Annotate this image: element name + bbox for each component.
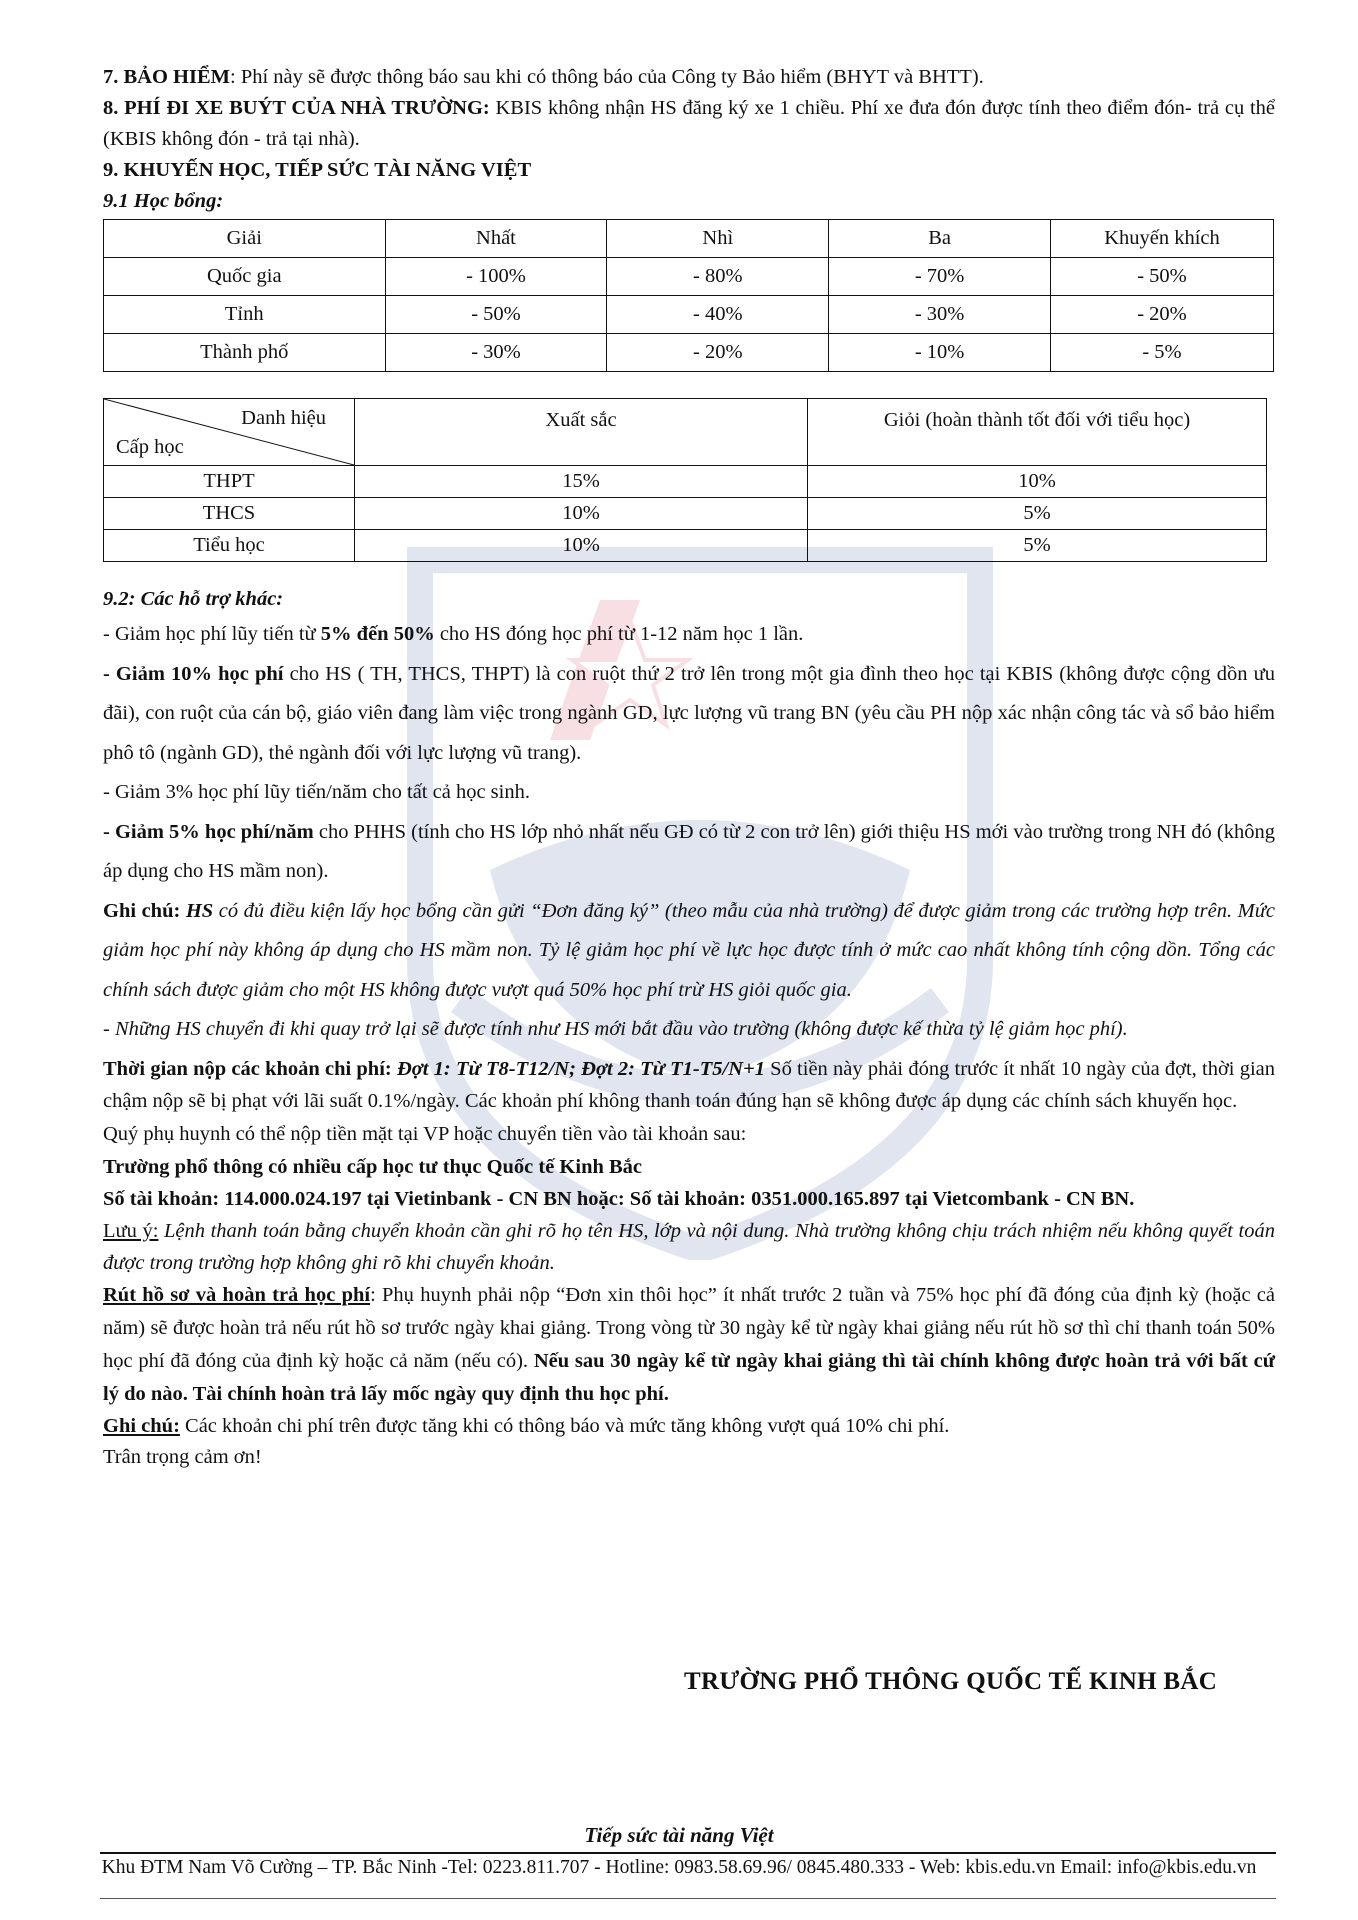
fee-increase-note: Ghi chú: Các khoản chi phí trên được tăng khi có thông báo và mức tăng không vượt quá 10% chi phí. — [103, 1414, 950, 1437]
table-cell: 5% — [808, 530, 1267, 562]
table-row — [104, 530, 1267, 562]
table-cell: - 50% — [385, 296, 607, 334]
header-gioi: Giỏi (hoàn thành tốt đối với tiểu học) — [808, 399, 1267, 466]
table-cell: THPT — [104, 466, 355, 498]
table-cell: - 10% — [829, 334, 1051, 372]
closing-thanks: Trân trọng cảm ơn! — [103, 1445, 262, 1468]
note-transfer: - Những HS chuyển đi khi quay trở lại sẽ được tính như HS mới bắt đầu vào trường (không được kế thừa tỷ lệ giảm học phí). — [103, 1018, 1128, 1040]
header-cap-hoc: Cấp học — [116, 436, 184, 458]
refund-policy: Rút hồ sơ và hoàn trả học phí: Phụ huynh phải nộp “Đơn xin thôi học” ít nhất trước 2 tuần và 75% học phí đã đóng của định kỳ (hoặc cả năm) sẽ được hoàn trả nếu rút hồ sơ trước ngày khai giảng. Trong vòng từ 30 ngày kể từ ngày khai giảng nếu rút hồ sơ thì chỉ thanh toán 50% học phí đã đóng của định kỳ hoặc cả năm (nếu có). Nếu sau 30 ngày kể từ ngày khai giảng thì tài chính không được hoàn trả với bất cứ lý do nào. Tài chính hoàn trả lấy mốc ngày quy định thu học phí. — [103, 1283, 1276, 1405]
support-item-1: - Giảm học phí lũy tiến từ 5% đến 50% cho HS đóng học phí từ 1-12 năm học 1 lần. — [103, 623, 804, 645]
bank-accounts: Số tài khoản: 114.000.024.197 tại Vietinbank - CN BN hoặc: Số tài khoản: 0351.000.165.897 tại Vietcombank - CN BN. — [103, 1187, 1135, 1210]
table-cell: 5% — [808, 498, 1267, 530]
table-header-row — [104, 399, 1267, 466]
table-cell: 10% — [808, 466, 1267, 498]
footer-contact: Khu ĐTM Nam Võ Cường – TP. Bắc Ninh -Tel: 0223.811.707 - Hotline: 0983.58.69.96/ 0845.480.333 - Web: kbis.edu.vn Email: info@kbis.edu.vn — [101, 1857, 1257, 1878]
table-cell: - 30% — [829, 296, 1051, 334]
school-name-signature: TRƯỜNG PHỔ THÔNG QUỐC TẾ KINH BẮC — [684, 1668, 1218, 1695]
footer-slogan: Tiếp sức tài năng Việt — [584, 1823, 774, 1847]
support-item-2: - Giảm 10% học phí cho HS ( TH, THCS, THPT) là con ruột thứ 2 trở lên trong một gia đình theo học tại KBIS (không được cộng dồn ưu đãi), con ruột của cán bộ, giáo viên đang làm việc trong ngành GD, lực lượng vũ trang BN (yêu cầu PH nộp xác nhận công tác và sổ bảo hiểm phô tô (ngành GD), thẻ ngành đối với lực lượng vũ trang). — [103, 662, 1275, 764]
bus-line: 8. PHÍ ĐI XE BUÝT CỦA NHÀ TRƯỜNG: KBIS không nhận HS đăng ký xe 1 chiều. Phí xe đưa đón được tính theo điểm đón- trả cụ thể (KBIS không đón - trả tại nhà). — [103, 97, 1276, 150]
table-header-cell: Giải — [104, 220, 386, 258]
table-cell: 15% — [355, 466, 808, 498]
support-item-3: - Giảm 3% học phí lũy tiến/năm cho tất cả học sinh. — [103, 781, 530, 803]
table-cell: - 30% — [385, 334, 607, 372]
table-cell: - 100% — [385, 258, 607, 296]
section-9-2-heading: 9.2: Các hỗ trợ khác: — [103, 588, 284, 610]
header-danh-hieu: Danh hiệu — [241, 407, 326, 429]
footer-divider — [100, 1852, 1276, 1854]
note-scholarship: Ghi chú: HS có đủ điều kiện lấy học bổng cần gửi “Đơn đăng ký” (theo mẫu của nhà trường) để được giảm trong các trường hợp trên. Mức giảm học phí này không áp dụng cho HS mầm non. Tỷ lệ giảm học phí về lực học được tính ở mức cao nhất không tính cộng dồn. Tổng các chính sách được giảm cho một HS không được vượt quá 50% học phí trừ HS giỏi quốc gia. — [103, 899, 1275, 1001]
table-header-cell: Nhất — [385, 220, 607, 258]
footer-bottom-divider — [100, 1898, 1276, 1899]
table-header-cell: Khuyến khích — [1050, 220, 1273, 258]
support-item-4: - Giảm 5% học phí/năm cho PHHS (tính cho HS lớp nhỏ nhất nếu GĐ có từ 2 con trở lên) giới thiệu HS mới vào trường trong NH đó (không áp dụng cho HS mầm non). — [103, 820, 1276, 882]
section-9-1-heading: 9.1 Học bổng: — [103, 190, 224, 212]
table-row — [104, 466, 1267, 498]
title-scholarship-table — [103, 398, 1267, 562]
table-header-cell: Ba — [829, 220, 1051, 258]
diagonal-header-cell — [104, 399, 355, 466]
award-scholarship-table — [103, 219, 1274, 372]
table-cell: Tỉnh — [104, 296, 386, 334]
table-row — [104, 498, 1267, 530]
table-header-row — [104, 220, 1274, 258]
table-cell: - 5% — [1050, 334, 1273, 372]
table-cell: - 20% — [1050, 296, 1273, 334]
insurance-line: 7. BẢO HIỂM: Phí này sẽ được thông báo sau khi có thông báo của Công ty Bảo hiểm (BHYT và BHTT). — [103, 66, 984, 88]
table-cell: - 80% — [607, 258, 829, 296]
table-cell: - 50% — [1050, 258, 1273, 296]
table-cell: - 40% — [607, 296, 829, 334]
table-row — [104, 296, 1274, 334]
table-cell: Tiểu học — [104, 530, 355, 562]
transfer-note: Lưu ý: Lệnh thanh toán bằng chuyển khoản cần ghi rõ họ tên HS, lớp và nội dung. Nhà trường không chịu trách nhiệm nếu không quyết toán được trong trường hợp không ghi rõ khi chuyển khoản. — [103, 1219, 1275, 1274]
table-cell: 10% — [355, 498, 808, 530]
account-holder: Trường phổ thông có nhiều cấp học tư thục Quốc tế Kinh Bắc — [103, 1155, 643, 1178]
table-row — [104, 258, 1274, 296]
table-cell: THCS — [104, 498, 355, 530]
payment-period: Thời gian nộp các khoản chi phí: Đợt 1: Từ T8-T12/N; Đợt 2: Từ T1-T5/N+1 Số tiền này phải đóng trước ít nhất 10 ngày của đợt, thời gian chậm nộp sẽ bị phạt với lãi suất 0.1%/ngày. Các khoản phí không thanh toán đúng hạn sẽ không được áp dụng các chính sách khuyến học. — [103, 1057, 1275, 1112]
header-xuat-sac: Xuất sắc — [355, 399, 808, 466]
table-cell: - 70% — [829, 258, 1051, 296]
section-9-heading: 9. KHUYẾN HỌC, TIẾP SỨC TÀI NĂNG VIỆT — [103, 159, 532, 181]
table-header-cell: Nhì — [607, 220, 829, 258]
table-row — [104, 334, 1274, 372]
table-cell: - 20% — [607, 334, 829, 372]
table-cell: Quốc gia — [104, 258, 386, 296]
document-body — [103, 62, 1275, 1473]
payment-methods: Quý phụ huynh có thể nộp tiền mặt tại VP hoặc chuyển tiền vào tài khoản sau: — [103, 1122, 747, 1145]
table-cell: 10% — [355, 530, 808, 562]
table-cell: Thành phố — [104, 334, 386, 372]
